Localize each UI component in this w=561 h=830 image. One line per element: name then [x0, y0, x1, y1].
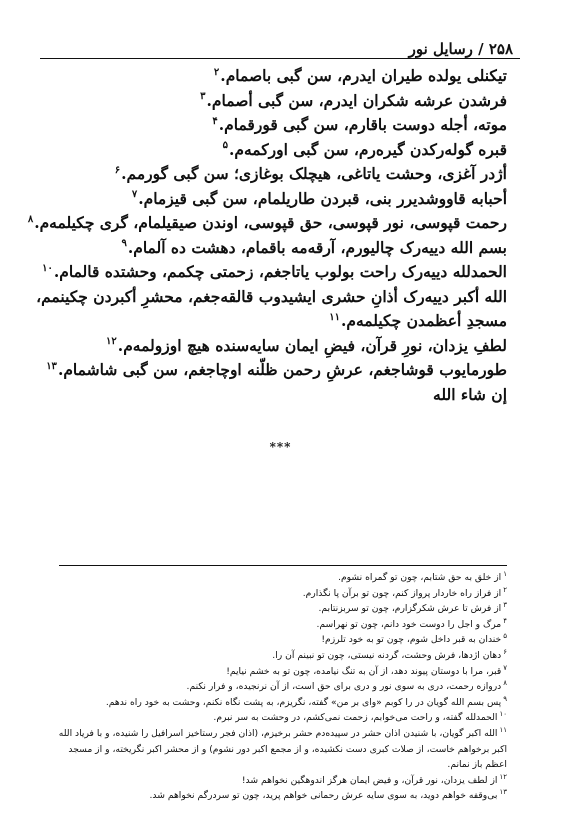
poem-line-text: أحبابه قاووشدیرر بنی، قبردن طاریلمام، سن گبی قیزمام. — [138, 188, 507, 208]
poem-line — [77, 162, 507, 187]
footnote-marker: ۱۲ — [106, 336, 117, 348]
footnote-marker: ۳ — [200, 91, 206, 103]
poem-line-text: مسجدِ أعظمدن چکیلمەم. — [340, 311, 507, 330]
poem-line — [36, 285, 507, 310]
footnote-marker: ۱۱ — [329, 311, 340, 323]
poem-line — [77, 383, 507, 408]
footnote-number: ۵ — [503, 632, 507, 641]
footnote-text: الحمدلله گفته، و راحت می‌خوابم، زحمت نمی‌کشم، در وحشت به سر نبرم. — [213, 712, 498, 724]
footnote — [57, 570, 507, 586]
poem-line-text: فرشدن عرشه شکران ایدرم، سن گبی أصمام. — [206, 90, 507, 110]
poem-line-text: بسم الله دییه‌رک چالیورم، آرقەمه باقمام، دهشت ده آلمام. — [127, 237, 507, 257]
footnote-text: از فرش تا عرش شکرگزارم، چون تو سربزنتابم. — [318, 603, 502, 615]
footnote-number: ۶ — [503, 647, 507, 656]
footnote — [57, 710, 507, 726]
poem-line-text: تیکنلی یولده طیران ایدرم، سن گبی باصمام. — [220, 66, 507, 85]
footnote-number: ۱۳ — [499, 788, 507, 797]
footnote-text: دهان اژدها، فرش وحشت، گردنه نیستی، چون تو نبینم آن را. — [272, 649, 502, 661]
footnote-marker: ۱۳ — [46, 360, 57, 372]
poem-line — [77, 309, 507, 334]
footnote-text: دروازه رحمت، دری به سوی نور و دری برای حق است، از آن نرنجیده، و فرار نکنم. — [186, 681, 502, 693]
footnote-text: از خلق به حق شتابم، چون تو گمراه نشوم. — [338, 572, 502, 583]
poem-line — [46, 358, 507, 383]
poem-line-text: الله أكبر دییه‌رک أذانِ حشری ایشیدوب قالقەجغم، محشرِ أكبردن چکینمم، — [36, 286, 507, 306]
section-separator: *** — [269, 440, 292, 454]
footnote-number: ۱۱ — [499, 725, 507, 734]
poem-line — [77, 236, 507, 261]
footnote-marker: ۸ — [27, 213, 34, 225]
footnote-number: ۹ — [503, 694, 507, 703]
footnote — [57, 695, 507, 711]
footnote-text: خندان به قبر داخل شوم، چون تو به خود تلرزم! — [321, 634, 502, 646]
footnote-marker: ۵ — [222, 140, 228, 152]
footnote — [57, 773, 507, 789]
footnote-number: ۸ — [503, 679, 507, 688]
footnote — [57, 617, 507, 633]
poem-line — [77, 138, 507, 163]
footnote — [57, 632, 507, 648]
poem-line — [77, 334, 507, 359]
footnote-rule — [59, 565, 507, 566]
footnote-text: از لطف یزدان، نور قرآن، و فیض ایمان هرگز اندوهگین نخواهم شد! — [241, 774, 498, 786]
poem-line-text: طورمایوب قوشاجغم، عرشِ رحمن ظلّنه اوچاجغم، سن گبی شاشمام. — [57, 360, 507, 379]
footnote — [57, 726, 507, 773]
footnote-number: ۳ — [503, 601, 507, 610]
poem-line-text: قبره گوله‌رکدن گیرەرم، سن گبی اورکمەم. — [228, 139, 507, 159]
footnote-text: الله اكبر گویان، با شنیدن اذان حشر در سپیده‌دم حشر برخیزم، (اذان فجر رستاخیز اسرافیل را شنیده، و با فریاد الله اكبر برخواهم خاست، از صلات کبری دست نکشیده، و از مجمع اکبر دور نشوم) و از محشر اكبر نگریخته، و از مسجد اعظم باز نمانم. — [58, 727, 507, 771]
footnote-text: قبر، مرا با دوستان پیوند دهد، از آن به تنگ نیامده، چون تو به خشم نیایم! — [226, 665, 502, 677]
footnote-number: ۱۲ — [499, 772, 507, 781]
poem-line — [77, 89, 507, 114]
footnotes — [57, 570, 507, 804]
footnote — [57, 586, 507, 602]
poem-line-text: أژدر آغزی، وحشت یاتاغی، هیچلک بوغازی؛ سن گبی گورمم. — [121, 164, 507, 183]
poem-line-text: إن شاء الله — [433, 384, 507, 404]
poem-line-text: موته، أجله دوست باقارم، سن گبی قورقمام. — [218, 115, 507, 134]
footnote-marker: ۶ — [114, 164, 121, 176]
footnote — [57, 648, 507, 664]
footnote-text: بی‌وقفه خواهم دوید، به سوی سایه عرش رحمانی خواهم پرید، چون تو سردرگم نخواهم شد. — [149, 790, 498, 802]
footnote-number: ۱ — [503, 569, 507, 578]
footnote-number: ۷ — [503, 663, 507, 672]
footnote-marker: ۴ — [212, 115, 218, 127]
poem-line — [77, 113, 507, 138]
page-header: ۲۵۸ / رسایل نور — [408, 40, 513, 58]
footnote-marker: ۱۰ — [42, 262, 53, 274]
poem-line — [27, 211, 507, 236]
footnote-marker: ۷ — [131, 189, 138, 201]
poem-body — [27, 64, 507, 407]
poem-line-text: الحمدلله دییه‌رک راحت بولوب یاتاجغم، زحمتی چکمم، وحشتده قالمام. — [53, 262, 507, 281]
footnote-marker: ۲ — [213, 66, 220, 78]
header-rule — [40, 58, 520, 59]
footnote-text: مرگ و اجل را دوست خود دانم، چون تو نهراسم. — [316, 618, 502, 630]
footnote — [57, 788, 507, 804]
poem-line — [77, 64, 507, 89]
poem-line-text: لطفِ یزدان، نورِ قرآن، فیضِ ایمان سایەسنده هیچ اوزولمەم. — [117, 335, 507, 355]
footnote-text: پس بسم الله گویان در را کوبم «وای بر من» گفته، نگریزم، به پشت نگاه نکنم، وحشت به خود راه ندهم. — [105, 696, 502, 708]
footnote-marker: ۹ — [121, 238, 127, 250]
poem-line-text: رحمت قپوسی، نور قپوسی، حق قپوسی، اوندن صیقیلمام، گری چکیلمەم. — [34, 213, 507, 232]
poem-line — [42, 260, 507, 285]
footnote-text: از فراز راه خاردار پرواز کنم، چون تو برآن پا نگذارم. — [302, 587, 502, 599]
footnote-number: ۴ — [503, 616, 507, 625]
poem-line — [77, 187, 507, 212]
footnote — [57, 679, 507, 695]
footnote — [57, 664, 507, 680]
footnote-number: ۱۰ — [499, 710, 507, 719]
footnote-number: ۲ — [503, 585, 507, 594]
footnote — [57, 601, 507, 617]
